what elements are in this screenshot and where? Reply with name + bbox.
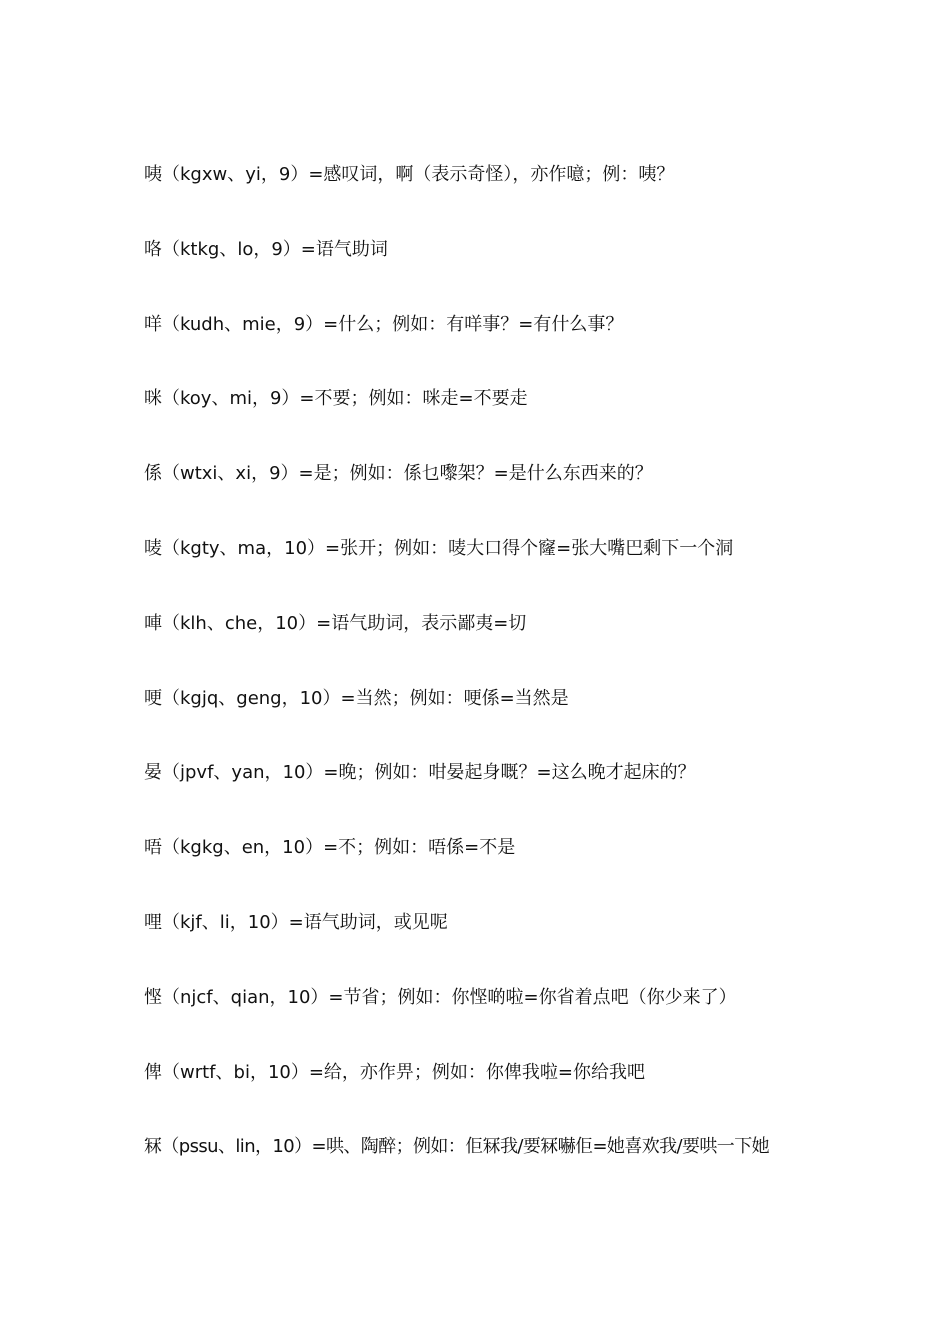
entry-yi: 咦（kgxw、yi，9）=感叹词，啊（表示奇怪），亦作噫；例：咦？: [144, 164, 675, 185]
entry-lin: 冧（pssu、lin，10）=哄、陶醉；例如：佢冧我/要冧嚇佢=她喜欢我/要哄一下她: [144, 1136, 769, 1158]
entry-mi: 咪（koy、mi，9）=不要；例如：咪走=不要走: [144, 388, 528, 410]
entry-lo: 咯（ktkg、lo，9）=语气助词: [144, 238, 388, 260]
entry-mie: 咩（kudh、mie，9）=什么；例如：有咩事？=有什么事？: [144, 313, 624, 335]
entry-bi: 俾（wrtf、bi，10）=给，亦作畀；例如：你俾我啦=你给我吧: [144, 1061, 646, 1083]
entry-en: 唔（kgkg、en，10）=不；例如：唔係=不是: [144, 837, 516, 859]
entry-che: 唓（klh、che，10）=语气助词，表示鄙夷=切: [144, 612, 527, 634]
entry-ma: 唛（kgty、ma，10）=张开；例如：唛大口得个窿=张大嘴巴剩下一个洞: [144, 537, 734, 559]
entry-xi: 係（wtxi、xi，9）=是；例如：係乜嚟架？=是什么东西来的？: [144, 463, 653, 485]
entry-qian: 悭（njcf、qian，10）=节省；例如：你悭啲啦=你省着点吧（你少来了）: [144, 986, 737, 1008]
entry-yan: 晏（jpvf、yan，10）=晚；例如：咁晏起身嘅？=这么晚才起床的？: [144, 762, 696, 784]
entry-geng: 哽（kgjq、geng，10）=当然；例如：哽係=当然是: [144, 687, 569, 709]
entry-list: [144, 157, 904, 1204]
entry-li: 哩（kjf、li，10）=语气助词，或见呢: [144, 911, 448, 933]
